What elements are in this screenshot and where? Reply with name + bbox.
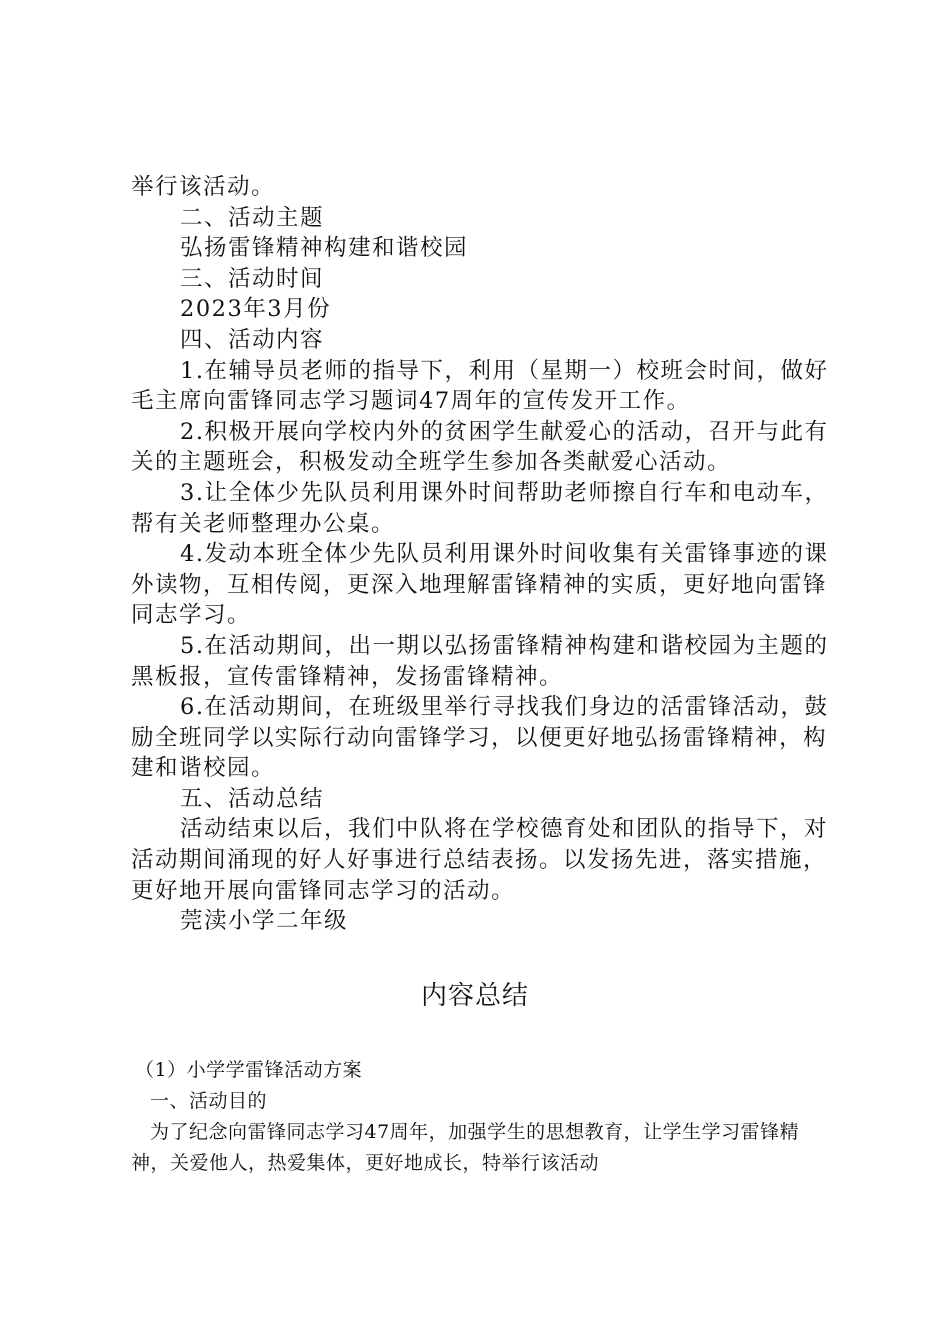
- time-text: 2023年3月份: [180, 296, 332, 323]
- content-item-3: 3.让全体少先队员利用课外时间帮助老师擦自行车和电动车，帮有关老师整理办公桌。: [131, 479, 829, 537]
- content-item-1: 1.在辅导员老师的指导下，利用（星期一）校班会时间，做好毛主席向雷锋同志学习题词47周年的宣传发开工作。: [131, 357, 829, 415]
- section-heading-content: 四、活动内容: [180, 326, 325, 353]
- content-item-6: 6.在活动期间，在班级里举行寻找我们身边的活雷锋活动，鼓励全班同学以实际行动向雷锋学习，以便更好地弘扬雷锋精神，构建和谐校园。: [131, 694, 829, 782]
- summary-text: 为了纪念向雷锋同志学习47周年，加强学生的思想教育，让学生学习雷锋精神，关爱他人，热爱集体，更好地成长，特举行该活动: [131, 1121, 800, 1174]
- section-heading-summary: 五、活动总结: [180, 785, 325, 812]
- summary-heading: （1）小学学雷锋活动方案: [135, 1059, 363, 1081]
- summary-subheading: 一、活动目的: [150, 1090, 268, 1112]
- content-summary: [131, 1055, 831, 1179]
- document-body: [131, 172, 831, 937]
- content-summary-title: 内容总结: [420, 981, 529, 1011]
- continuation-line: 举行该活动。: [131, 174, 276, 200]
- content-item-5: 5.在活动期间，出一期以弘扬雷锋精神构建和谐校园为主题的黑板报，宣传雷锋精神，发扬雷锋精神。: [131, 632, 829, 690]
- content-item-2: 2.积极开展向学校内外的贫困学生献爱心的活动，召开与此有关的主题班会，积极发动全班学生参加各类献爱心活动。: [131, 418, 829, 476]
- summary-paragraph: 活动结束以后，我们中队将在学校德育处和团队的指导下，对活动期间涌现的好人好事进行总结表扬。以发扬先进，落实措施，更好地开展向雷锋同志学习的活动。: [131, 816, 829, 904]
- signature-school: 莞渎小学二年级: [180, 908, 349, 935]
- content-item-4: 4.发动本班全体少先队员利用课外时间收集有关雷锋事迹的课外读物，互相传阅，更深入地理解雷锋精神的实质，更好地向雷锋同志学习。: [131, 541, 829, 629]
- section-heading-theme: 二、活动主题: [180, 204, 325, 231]
- theme-text: 弘扬雷锋精神构建和谐校园: [180, 235, 469, 262]
- section-heading-time: 三、活动时间: [180, 265, 325, 292]
